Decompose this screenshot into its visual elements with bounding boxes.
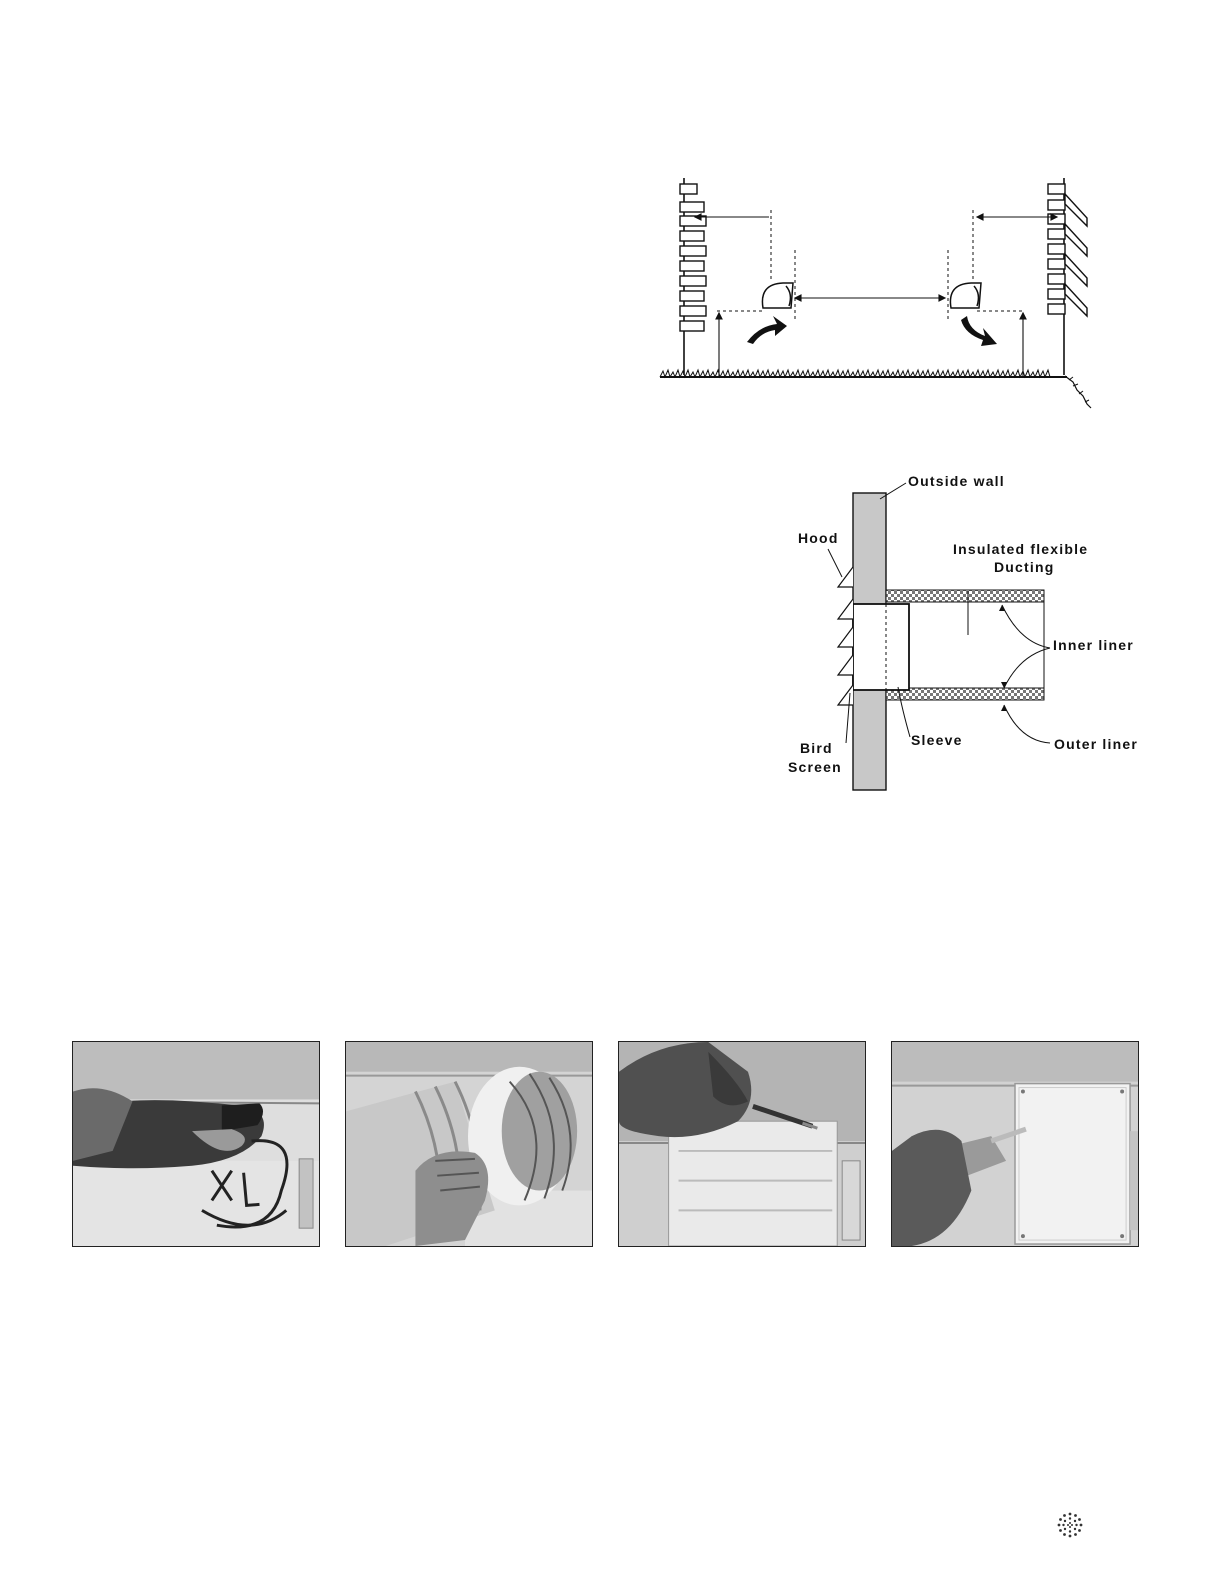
label-bird: Bird [800, 740, 833, 756]
vent-placement-diagram [655, 170, 1105, 415]
photo-attaching-flex-duct [345, 1041, 593, 1247]
right-airflow-arrow-icon [961, 316, 997, 346]
photo-screwing-hood [618, 1041, 866, 1247]
label-sleeve: Sleeve [911, 732, 963, 748]
hood-louvers [838, 567, 853, 705]
grass-ground [660, 370, 1091, 408]
left-airflow-arrow-icon [747, 316, 787, 344]
photo-drill-cutting-wall [72, 1041, 320, 1247]
label-screen: Screen [788, 759, 842, 775]
right-vent-hood-icon [950, 283, 981, 308]
left-vent-hood-icon [762, 283, 793, 308]
photo-caulking-hood [891, 1041, 1139, 1247]
sleeve-shape [853, 604, 909, 690]
label-insulated-flexible: Insulated flexible [953, 541, 1089, 557]
label-inner-liner: Inner liner [1053, 637, 1134, 653]
dotted-circle-logo-icon [1057, 1512, 1083, 1538]
label-hood: Hood [798, 530, 839, 546]
right-siding [1048, 184, 1087, 316]
label-ducting: Ducting [994, 559, 1055, 575]
label-outside-wall: Outside wall [908, 473, 1005, 489]
label-outer-liner: Outer liner [1054, 736, 1138, 752]
duct-cross-section-diagram [780, 465, 1160, 800]
outer-liner-top [886, 590, 1044, 602]
